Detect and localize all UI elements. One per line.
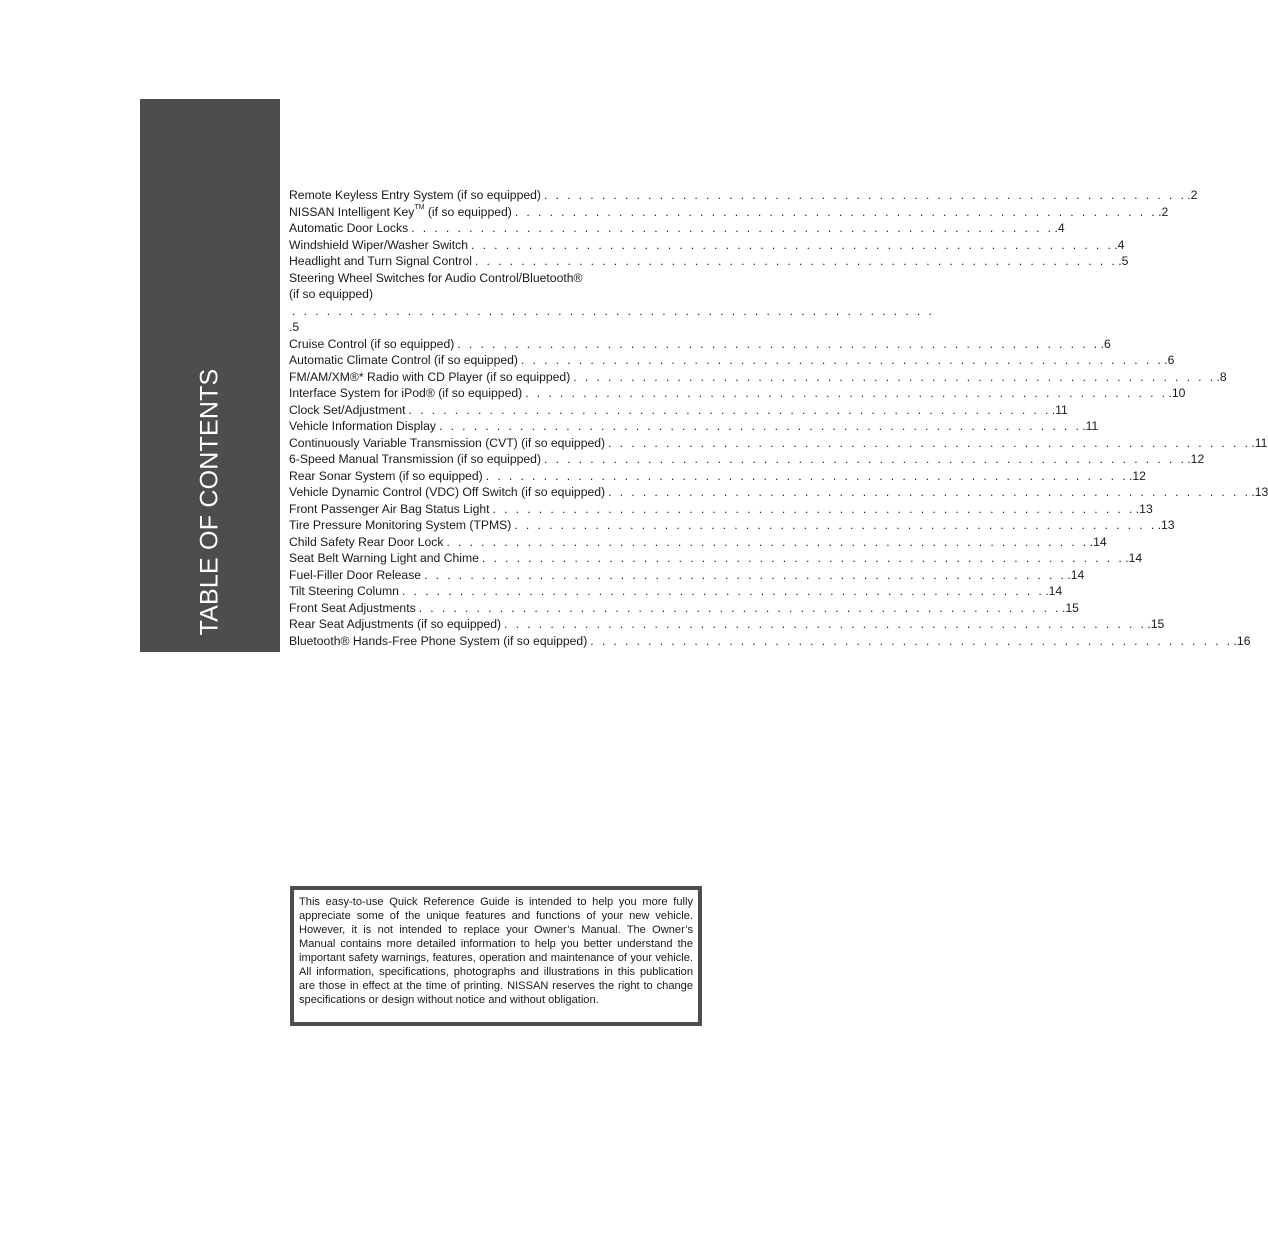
toc-item[interactable] [289,418,1099,435]
toc-item-page: .11 [1082,419,1099,433]
toc-item-page: .11 [1051,402,1068,417]
toc-item-title: Clock Set/Adjustment [289,402,406,417]
leader-dots: . . . . . . . . . . . . . . . . . . . . . . . . . . . . . . . . . . . . . . . . . . . . . . . . . . . . . . . . [544,452,1187,466]
toc-item-title: Headlight and Turn Signal Control [289,254,472,268]
toc-item[interactable] [289,270,935,336]
toc-item-page: .13 [1157,518,1175,532]
toc-item-title: Remote Keyless Entry System (if so equipped) [289,188,541,202]
toc-item-title: Child Safety Rear Door Lock [289,534,444,549]
toc-item-page: .12 [1129,468,1146,483]
toc-item-page: .5 [1118,254,1129,268]
toc-item-page: .14 [1045,584,1063,598]
toc-item[interactable] [289,633,1251,650]
toc-item-title: Bluetooth® Hands-Free Phone System (if so equipped) [289,633,588,648]
leader-dots: . . . . . . . . . . . . . . . . . . . . . . . . . . . . . . . . . . . . . . . . . . . . . . . . . . . . . . . . [485,468,1129,483]
leader-dots: . . . . . . . . . . . . . . . . . . . . . . . . . . . . . . . . . . . . . . . . . . . . . . . . . . . . . . . . [492,501,1135,516]
toc-item[interactable] [289,468,1146,485]
toc-item[interactable] [289,369,1227,386]
toc-item-page: .13 [1251,485,1268,499]
toc-item-page: .13 [1135,501,1153,516]
leader-dots: . . . . . . . . . . . . . . . . . . . . . . . . . . . . . . . . . . . . . . . . . . . . . . . . . . . . . . . . [543,188,1187,202]
toc-item[interactable] [289,451,1205,468]
toc-item[interactable] [289,237,1125,254]
toc-item[interactable] [289,501,1153,518]
toc-item[interactable] [289,567,1085,584]
toc-item[interactable] [289,253,1129,270]
toc-item-page: .8 [1216,369,1227,384]
toc-item-page: .14 [1089,534,1107,549]
leader-dots: . . . . . . . . . . . . . . . . . . . . . . . . . . . . . . . . . . . . . . . . . . . . . . . . . . . . . . . . [401,584,1045,598]
toc-item[interactable] [289,534,1107,551]
toc-item[interactable] [289,336,1111,353]
toc-item[interactable] [289,352,1175,369]
disclaimer-text: This easy-to-use Quick Reference Guide is intended to help you more fully appreciate some of the unique features and functions of your new vehicle. However, it is not intended to replace your Owner’s Manual. The Owner’s Manual contains more detailed information to help you better understand the important safety warnings, features, operation and maintenance of your vehicle. All information, specifications, photographs and illustrations in this publication are those in effect at the time of printing. NISSAN reserves the right to change specifications or design without notice and without obligation. [294,890,698,1022]
toc-item-title: Vehicle Information Display [289,419,436,433]
leader-dots: . . . . . . . . . . . . . . . . . . . . . . . . . . . . . . . . . . . . . . . . . . . . . . . . . . . . . . . . [590,633,1233,648]
toc-item-page: .12 [1187,452,1205,466]
toc-item[interactable] [289,484,1268,501]
toc-item-page: .10 [1168,386,1186,400]
toc-item-title [289,204,512,221]
leader-dots: . . . . . . . . . . . . . . . . . . . . . . . . . . . . . . . . . . . . . . . . . . . . . . . . . . . . . . . . [424,567,1067,582]
leader-dots: . . . . . . . . . . . . . . . . . . . . . . . . . . . . . . . . . . . . . . . . . . . . . . . . . . . . . . . . [514,518,1157,532]
leader-dots: . . . . . . . . . . . . . . . . . . . . . . . . . . . . . . . . . . . . . . . . . . . . . . . . . . . . . . . . [514,204,1158,219]
toc-item-page: .2 [1187,188,1198,202]
toc-item[interactable] [289,583,1063,600]
toc-item-page: .14 [1067,567,1085,582]
toc-item-title: Vehicle Dynamic Control (VDC) Off Switch (if so equipped) [289,485,606,499]
toc-item[interactable] [289,385,1186,402]
toc-item-title: Cruise Control (if so equipped) [289,336,455,351]
disclaimer-box [290,886,702,1026]
toc-item-title: Continuously Variable Transmission (CVT) (if so equipped) [289,435,606,450]
toc-list [289,187,1268,649]
leader-dots: . . . . . . . . . . . . . . . . . . . . . . . . . . . . . . . . . . . . . . . . . . . . . . . . . . . . . . . . [573,369,1216,384]
toc-item-page: .15 [1061,600,1079,615]
toc-item-page: .15 [1147,617,1165,631]
toc-item-page: .2 [1158,204,1169,219]
leader-dots: . . . . . . . . . . . . . . . . . . . . . . . . . . . . . . . . . . . . . . . . . . . . . . . . . . . . . . . . [292,303,935,318]
leader-dots: . . . . . . . . . . . . . . . . . . . . . . . . . . . . . . . . . . . . . . . . . . . . . . . . . . . . . . . . [504,617,1147,631]
toc-item[interactable] [289,435,1268,452]
leader-dots: . . . . . . . . . . . . . . . . . . . . . . . . . . . . . . . . . . . . . . . . . . . . . . . . . . . . . . . . [608,435,1251,450]
leader-dots: . . . . . . . . . . . . . . . . . . . . . . . . . . . . . . . . . . . . . . . . . . . . . . . . . . . . . . . . [457,336,1100,351]
toc-item-title: Tilt Steering Column [289,584,399,598]
leader-dots: . . . . . . . . . . . . . . . . . . . . . . . . . . . . . . . . . . . . . . . . . . . . . . . . . . . . . . . . [411,221,1054,235]
toc-item-title: Interface System for iPod® (if so equipped) [289,386,523,400]
toc-item-page: .5 [289,320,300,334]
toc-item-title: (if so equipped) [289,287,374,301]
toc-item-title: Rear Seat Adjustments (if so equipped) [289,617,502,631]
toc-item-title: Tire Pressure Monitoring System (TPMS) [289,518,512,532]
toc-item-page: .16 [1233,633,1251,648]
toc-item-title: Seat Belt Warning Light and Chime [289,551,479,565]
toc-item-title: Fuel-Filler Door Release [289,567,422,582]
toc-item-page: .4 [1054,221,1065,235]
toc-item-title: FM/AM/XM®* Radio with CD Player (if so equipped) [289,369,571,384]
toc-item[interactable] [289,220,1065,237]
toc-item-title: Automatic Climate Control (if so equipped) [289,353,518,367]
toc-item[interactable] [289,616,1165,633]
toc-item-page: .14 [1125,551,1143,565]
leader-dots: . . . . . . . . . . . . . . . . . . . . . . . . . . . . . . . . . . . . . . . . . . . . . . . . . . . . . . . . [520,353,1164,367]
trademark-superscript: TM [414,204,425,212]
toc-item-title: Rear Sonar System (if so equipped) [289,468,483,483]
toc-item[interactable] [289,517,1175,534]
toc-item-title-text: (if so equipped) [424,204,512,219]
toc-item-title: 6-Speed Manual Transmission (if so equipped) [289,452,542,466]
toc-item-page: .4 [1114,237,1125,252]
toc-item-page: .11 [1251,435,1268,450]
toc-item-title: Windshield Wiper/Washer Switch [289,237,469,252]
leader-dots: . . . . . . . . . . . . . . . . . . . . . . . . . . . . . . . . . . . . . . . . . . . . . . . . . . . . . . . . [446,534,1089,549]
leader-dots: . . . . . . . . . . . . . . . . . . . . . . . . . . . . . . . . . . . . . . . . . . . . . . . . . . . . . . . . [608,485,1251,499]
leader-dots: . . . . . . . . . . . . . . . . . . . . . . . . . . . . . . . . . . . . . . . . . . . . . . . . . . . . . . . . [471,237,1114,252]
toc-item[interactable] [289,550,1143,567]
toc-item[interactable] [289,600,1079,617]
toc-item-title: Front Seat Adjustments [289,600,416,615]
leader-dots: . . . . . . . . . . . . . . . . . . . . . . . . . . . . . . . . . . . . . . . . . . . . . . . . . . . . . . . . [525,386,1168,400]
leader-dots: . . . . . . . . . . . . . . . . . . . . . . . . . . . . . . . . . . . . . . . . . . . . . . . . . . . . . . . . [408,402,1051,417]
toc-item[interactable] [289,187,1198,204]
leader-dots: . . . . . . . . . . . . . . . . . . . . . . . . . . . . . . . . . . . . . . . . . . . . . . . . . . . . . . . . [474,254,1118,268]
toc-item-title-text: NISSAN Intelligent Key [289,204,415,219]
leader-dots: . . . . . . . . . . . . . . . . . . . . . . . . . . . . . . . . . . . . . . . . . . . . . . . . . . . . . . . . [418,600,1061,615]
toc-item-page: .6 [1164,353,1175,367]
toc-item-title: Automatic Door Locks [289,221,409,235]
toc-item-title: Front Passenger Air Bag Status Light [289,501,490,516]
leader-dots: . . . . . . . . . . . . . . . . . . . . . . . . . . . . . . . . . . . . . . . . . . . . . . . . . . . . . . . . [439,419,1082,433]
leader-dots: . . . . . . . . . . . . . . . . . . . . . . . . . . . . . . . . . . . . . . . . . . . . . . . . . . . . . . . . [481,551,1125,565]
toc-item-page: .6 [1100,336,1111,351]
table-of-contents-heading: TABLE OF CONTENTS [195,368,224,636]
toc-item[interactable] [289,204,1169,221]
toc-item-title-line1: Steering Wheel Switches for Audio Control/Bluetooth® [289,270,583,285]
toc-item[interactable] [289,402,1068,419]
